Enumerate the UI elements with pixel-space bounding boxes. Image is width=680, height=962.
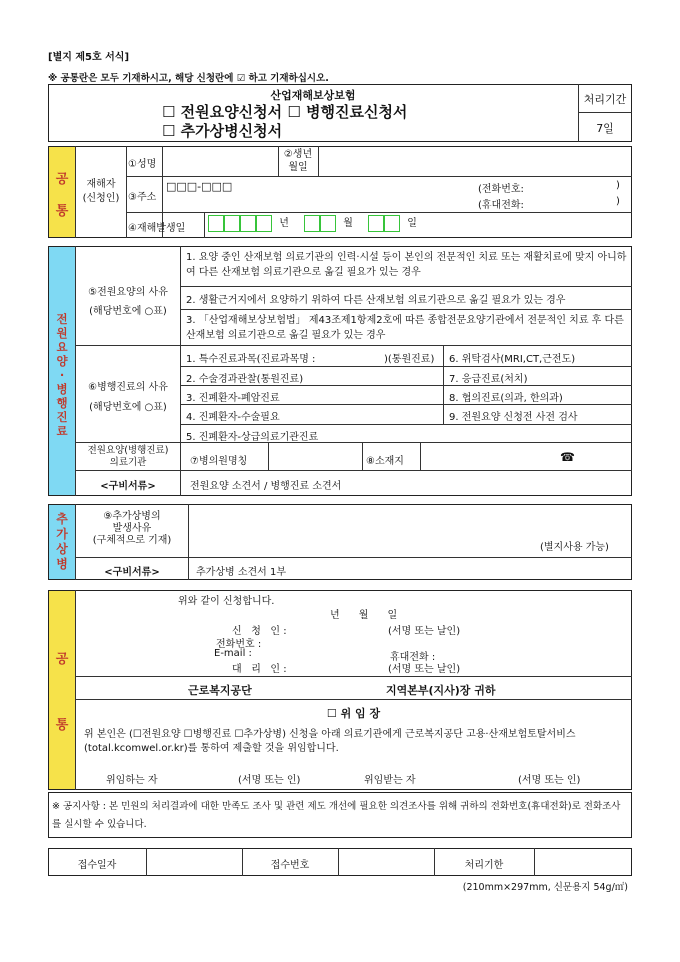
receipt-date-label: 접수일자 (77, 860, 117, 871)
mobile-label: (휴대전화: (478, 200, 524, 211)
transfer-section-label: 전 원 요 양 · 병 행 진 료 (56, 312, 68, 438)
additional-reason-label: ⑨추가상병의 발생사유 (구체적으로 기재) (92, 511, 172, 546)
phone-icon: ☎ (560, 450, 575, 464)
paper-spec: (210mm×297mm, 신문용지 54g/㎡) (462, 882, 628, 893)
processing-period-label: 처리기간 (583, 93, 627, 106)
delegatee-sign[interactable]: (서명 또는 인) (518, 775, 581, 786)
parallel-reason-4[interactable]: 4. 진폐환자-수술필요 (186, 412, 280, 423)
transfer-reason-1[interactable]: 1. 요양 중인 산재보험 의료기관의 인력·시설 등이 본인의 전문적인 치료 또는 재활치료에 맞지 아니하여 다른 산재보험 의료기관으로 옮길 필요가 있는 경우 (186, 252, 627, 278)
accident-date-input[interactable] (208, 214, 417, 232)
parallel-reason-1[interactable]: 1. 특수진료과목(진료과목명 : (186, 354, 316, 365)
transfer-docs-label: <구비서류> (100, 481, 156, 492)
year-label: 년 (279, 218, 289, 229)
application-label-bottom: 통 (55, 718, 69, 733)
processing-period-value: 7일 (596, 122, 614, 135)
agent-label: 대 리 인 : (232, 664, 287, 675)
addressee-office: 지역본부(지사)장 귀하 (386, 684, 496, 697)
transfer-reason-3[interactable]: 3. 「산업재해보상보험법」 제43조제1항제2호에 따른 종합전문요양기관에서 전문적인 치료 후 다른 산재보험 의료기관으로 옮길 필요가 있는 경우 (186, 315, 624, 341)
parallel-reason-9[interactable]: 9. 전원요양 신청전 사전 검사 (449, 412, 578, 423)
agent-sign[interactable]: (서명 또는 날인) (388, 664, 461, 675)
common-section-label: 공 통 (55, 172, 69, 219)
transfer-reason-label: ⑤전원요양의 사유 (88, 287, 168, 298)
delegatee-label: 위임받는 자 (364, 775, 416, 786)
parallel-reason-8[interactable]: 8. 협의진료(의과, 한의과) (449, 393, 563, 404)
parallel-reason-1-suffix: )(통원진료) (384, 354, 435, 365)
delegator-sign[interactable]: (서명 또는 인) (238, 775, 301, 786)
delegator-label: 위임하는 자 (106, 775, 158, 786)
application-label-top: 공 (55, 652, 69, 667)
name-label: ①성명 (128, 159, 157, 170)
transfer-docs-value: 전원요양 소견서 / 병행진료 소견서 (190, 481, 342, 492)
apply-statement: 위와 같이 신청합니다. (178, 596, 275, 607)
parallel-reason-2[interactable]: 2. 수술경과관찰(통원진료) (186, 374, 304, 385)
accident-date-label: ④재해발생일 (128, 223, 186, 234)
month-label: 월 (343, 218, 353, 229)
transfer-reason-hint: (해당번호에 ○표) (89, 306, 167, 317)
applicant-email-label: E-mail : (214, 648, 252, 659)
institution-label: 전원요양(병행진료) 의료기관 (87, 445, 169, 468)
parallel-reason-hint: (해당번호에 ○표) (89, 402, 167, 413)
parallel-reason-label: ⑥병행진료의 사유 (88, 382, 168, 393)
addressee-agency: 근로복지공단 (188, 684, 252, 697)
parallel-reason-6[interactable]: 6. 위탁검사(MRI,CT,근전도) (449, 354, 576, 365)
apply-date[interactable]: 년 월 일 (330, 610, 398, 621)
hospital-name-label: ⑦병의원명칭 (190, 456, 248, 467)
power-of-attorney-title: ☐ 위 임 장 (326, 707, 381, 720)
instruction-note: ※ 공통란은 모두 기재하시고, 해당 신청란에 ☑ 하고 기재하십시오. (48, 73, 329, 84)
parallel-reason-7[interactable]: 7. 응급진료(처치) (449, 374, 528, 385)
applicant-name-label: 신 청 인 : (232, 626, 287, 637)
parallel-reason-3[interactable]: 3. 진폐환자-폐암진료 (186, 393, 280, 404)
receipt-number-label: 접수번호 (270, 860, 310, 871)
transfer-reason-2[interactable]: 2. 생활근거지에서 요양하기 위하여 다른 산재보험 의료기관으로 옮길 필요가 있는 경우 (186, 295, 566, 306)
applicant-mobile-label: 휴대전화 : (390, 652, 436, 663)
phone-paren: ) (616, 180, 620, 191)
location-label: ⑧소재지 (366, 456, 404, 467)
form-number: [별지 제5호 서식] (48, 52, 130, 63)
additional-section-label: 추 가 상 병 (56, 512, 68, 571)
parallel-reason-5[interactable]: 5. 진폐환자-상급의료기관진료 (186, 432, 319, 443)
hospital-name-input[interactable] (269, 443, 361, 469)
address-label: ③주소 (128, 192, 157, 203)
name-input[interactable] (163, 147, 277, 175)
birth-input[interactable] (319, 147, 631, 175)
separate-sheet-note: (별지사용 가능) (540, 542, 609, 553)
phone-label: (전화번호: (478, 184, 524, 195)
address-postal[interactable]: □□□-□□□ (166, 180, 233, 193)
power-of-attorney-text: 위 본인은 (☐전원요양 ☐병행진료 ☐추가상병) 신청을 아래 의료기관에게 근로복지공단 고용·산재보험토탈서비스(total.kcomwel.or.kr)를 통하여 제출할 것을 위임합니다. (84, 729, 576, 754)
applicant-phone-label: 전화번호 : (216, 639, 262, 650)
applicant-label: 재해자 (신청인) (82, 179, 120, 204)
deadline-label: 처리기한 (464, 860, 504, 871)
additional-docs-label: <구비서류> (104, 567, 160, 578)
additional-docs-value: 추가상병 소견서 1부 (196, 567, 286, 578)
form-title-line1: ☐ 전원요양신청서 ☐ 병행진료신청서 (162, 103, 408, 121)
form-title-line2: ☐ 추가상병신청서 (162, 122, 283, 140)
applicant-sign[interactable]: (서명 또는 날인) (388, 626, 461, 637)
mobile-paren: ) (616, 196, 620, 207)
insurance-subtitle: 산업재해보상보험 (270, 89, 356, 102)
day-label: 일 (407, 218, 417, 229)
birth-label: ②생년 월일 (283, 149, 313, 173)
notice-text: ※ 공지사항 : 본 민원의 처리결과에 대한 만족도 조사 및 관련 제도 개선에 필요한 의견조사를 위해 귀하의 전화번호(휴대전화)로 전화조사를 실시할 수 있습니다. (52, 801, 621, 830)
